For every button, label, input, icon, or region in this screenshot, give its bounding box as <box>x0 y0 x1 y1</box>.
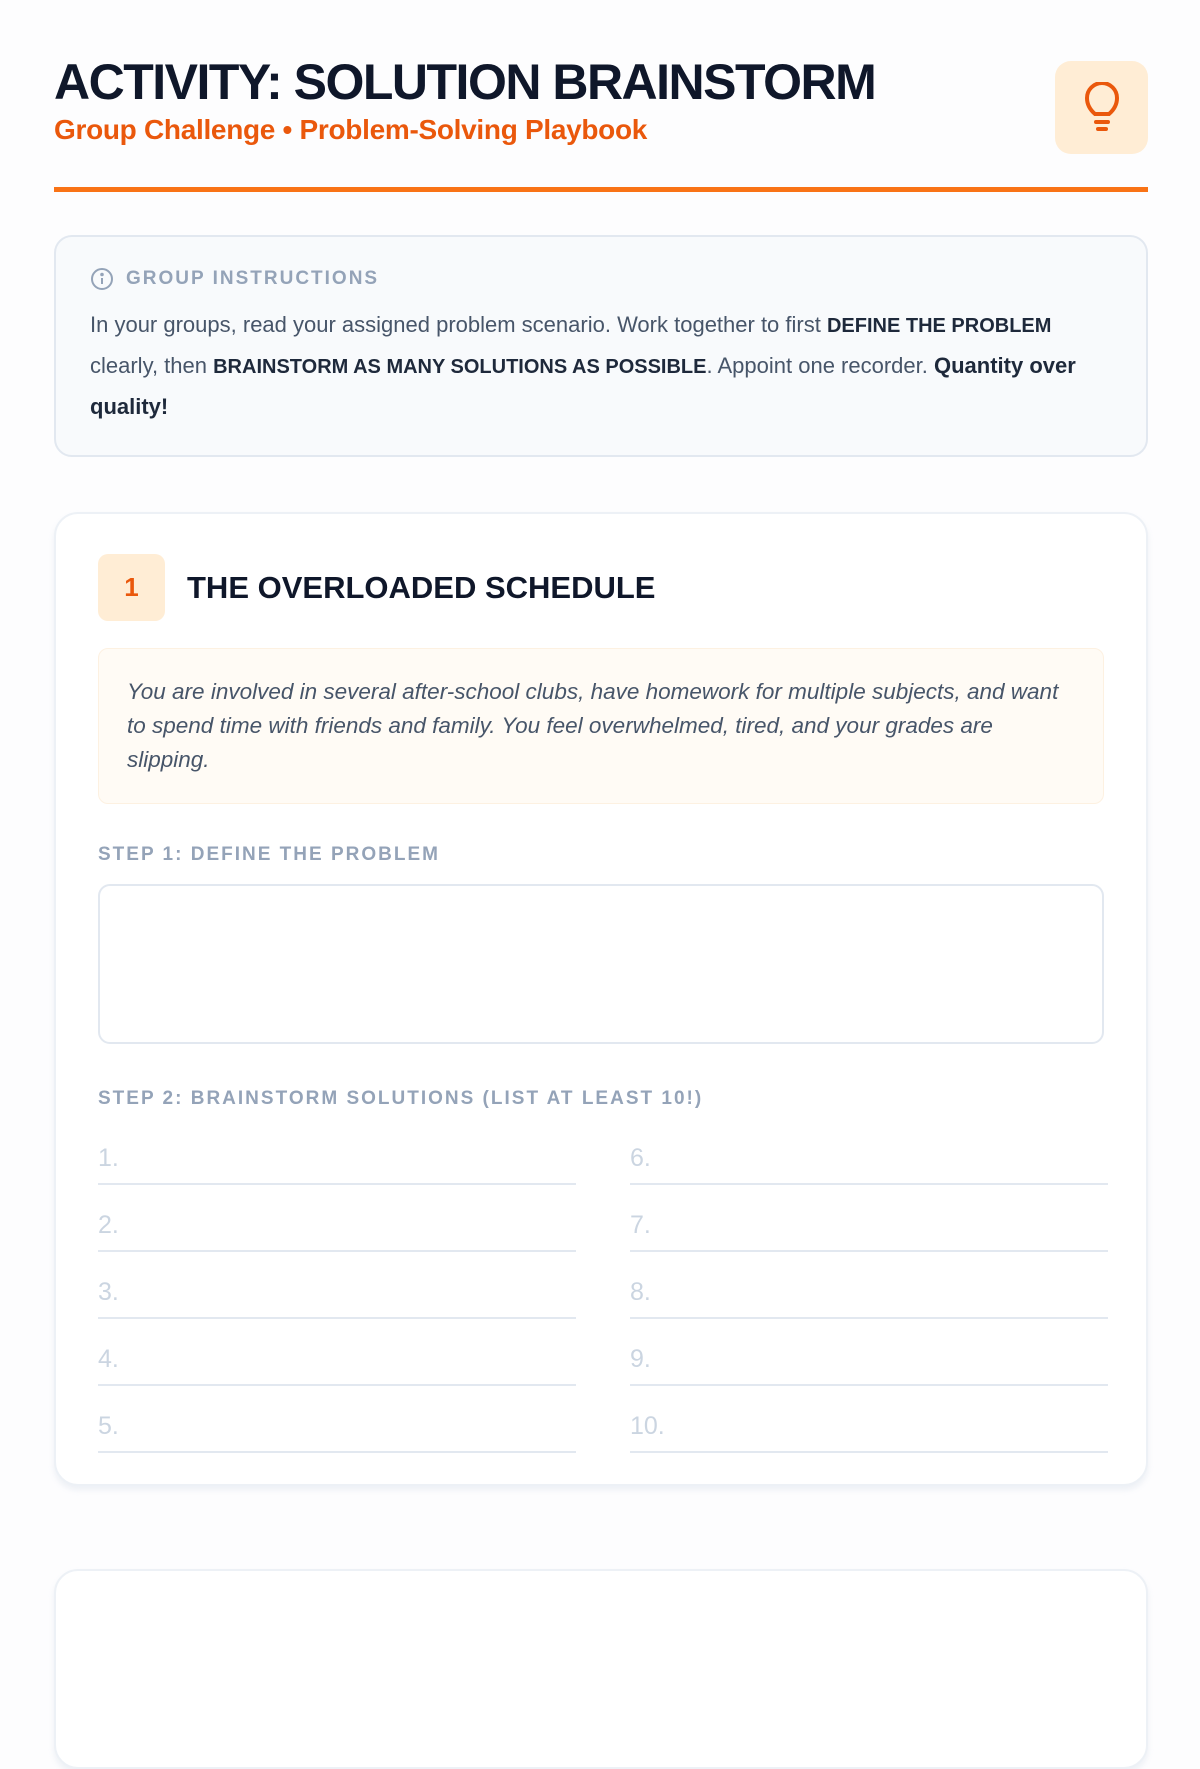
page-title: ACTIVITY: SOLUTION BRAINSTORM <box>54 54 876 110</box>
scenario-title: THE OVERLOADED SCHEDULE <box>187 569 656 605</box>
lightbulb-icon <box>1082 82 1122 134</box>
define-problem-field[interactable] <box>98 884 1104 1044</box>
solution-line[interactable]: 3. <box>98 1252 576 1319</box>
text: In your groups, read your assigned problem scenario. Work together to first <box>90 312 827 337</box>
group-instructions <box>54 235 1148 457</box>
solution-line[interactable]: 9. <box>630 1319 1108 1386</box>
instructions-text <box>90 305 1112 426</box>
step1-label: STEP 1: DEFINE THE PROBLEM <box>98 844 440 865</box>
solution-line[interactable]: 1. <box>98 1118 576 1185</box>
solutions-list <box>98 1118 1104 1453</box>
lightbulb-badge <box>1055 61 1148 154</box>
page-header <box>54 52 1148 192</box>
solution-line[interactable]: 8. <box>630 1252 1108 1319</box>
info-icon <box>90 267 114 291</box>
scenario-card <box>54 512 1148 1486</box>
emphasis: DEFINE THE PROBLEM <box>826 315 1052 337</box>
next-scenario-card <box>54 1569 1148 1769</box>
solution-line[interactable]: 6. <box>630 1118 1108 1185</box>
solution-line[interactable]: 10. <box>630 1386 1108 1453</box>
solution-line[interactable]: 7. <box>630 1185 1108 1252</box>
emphasis: Quantity over quality! <box>90 353 1076 419</box>
solution-line[interactable]: 5. <box>98 1386 576 1453</box>
text: . Appoint one recorder. <box>706 353 934 378</box>
emphasis: BRAINSTORM AS MANY SOLUTIONS AS POSSIBLE <box>213 356 707 378</box>
step2-label: STEP 2: BRAINSTORM SOLUTIONS (LIST AT LEAST 10!) <box>98 1088 704 1109</box>
page-subtitle: Group Challenge • Problem-Solving Playbook <box>54 114 648 145</box>
scenario-number: 1 <box>98 554 165 621</box>
solution-line[interactable]: 2. <box>98 1185 576 1252</box>
text: clearly, then <box>90 353 214 378</box>
instructions-heading: GROUP INSTRUCTIONS <box>126 268 380 289</box>
solution-line[interactable]: 4. <box>98 1319 576 1386</box>
scenario-text: You are involved in several after-school clubs, have homework for multiple subjects, and want to spend time with friends and family. You feel overwhelmed, tired, and your grades are slipping. <box>98 648 1104 804</box>
